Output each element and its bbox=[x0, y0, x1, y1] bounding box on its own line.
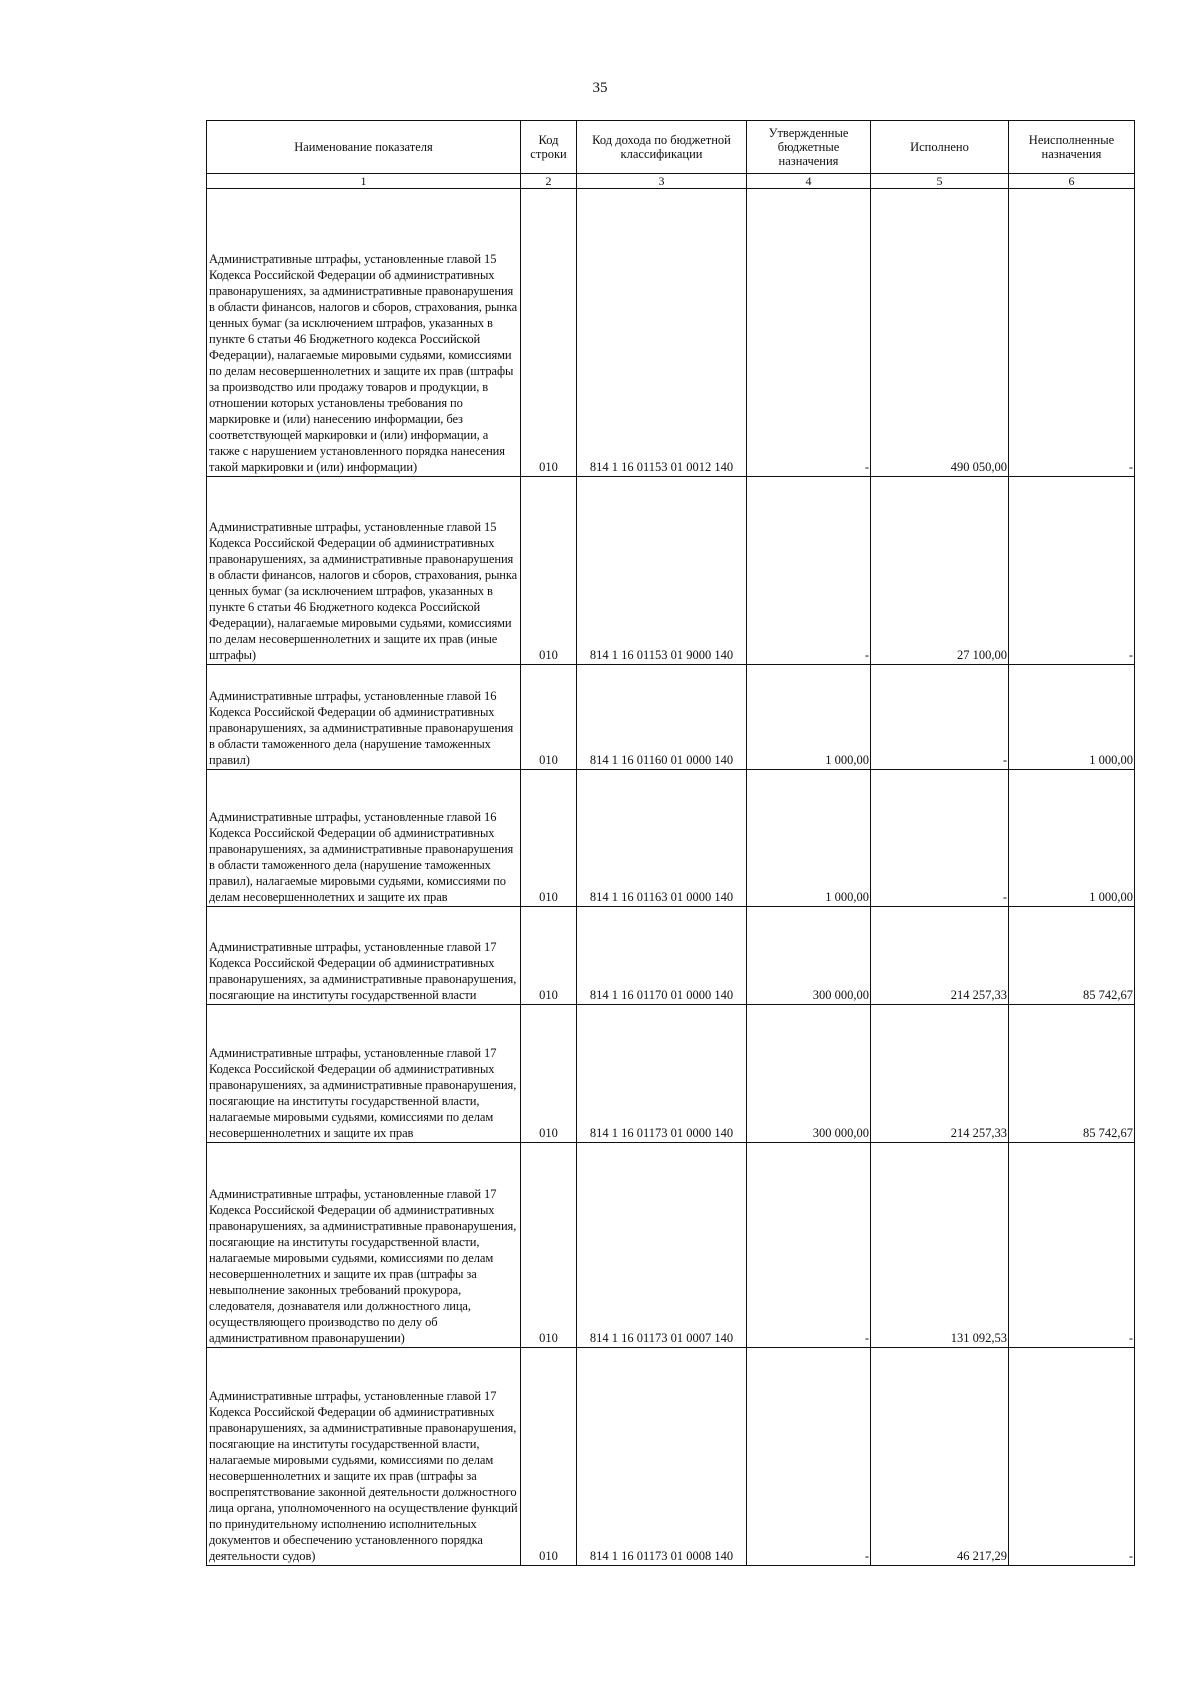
table-row bbox=[207, 1348, 1135, 1566]
table-row bbox=[207, 770, 1135, 907]
executed-value: 46 217,29 bbox=[871, 1348, 1009, 1566]
unexecuted-value: 1 000,00 bbox=[1009, 770, 1135, 907]
table-row bbox=[207, 477, 1135, 665]
indicator-name: Административные штрафы, установленные главой 15 Кодекса Российской Федерации об административных правонарушениях, за административные правонарушения в области финансов, налогов и сборов, страхования, рынка ценных бумаг (за исключением штрафов, указанных в пункте 6 статьи 46 Бюджетного кодекса Российской Федерации), налагаемые мировыми судьями, комиссиями по делам несовершеннолетних и защите их прав (штрафы за производство или продажу товаров и продукции, в отношении которых установлены требования по маркировке и (или) нанесению информации, без соответствующей маркировки и (или) информации, а также с нарушением установленного порядка нанесения такой маркировки и (или) информации) bbox=[207, 189, 521, 477]
budget-classification-code: 814 1 16 01153 01 9000 140 bbox=[577, 477, 747, 665]
indicator-name: Административные штрафы, установленные главой 16 Кодекса Российской Федерации об административных правонарушениях, за административные правонарушения в области таможенного дела (нарушение таможенных правил) bbox=[207, 665, 521, 770]
unexecuted-value: - bbox=[1009, 477, 1135, 665]
indicator-name: Административные штрафы, установленные главой 17 Кодекса Российской Федерации об административных правонарушениях, за административные правонарушения, посягающие на институты государственной власти bbox=[207, 907, 521, 1005]
unexecuted-value: - bbox=[1009, 1143, 1135, 1348]
line-code: 010 bbox=[521, 1143, 577, 1348]
table-row bbox=[207, 1005, 1135, 1143]
line-code: 010 bbox=[521, 770, 577, 907]
budget-classification-code: 814 1 16 01153 01 0012 140 bbox=[577, 189, 747, 477]
unexecuted-value: - bbox=[1009, 1348, 1135, 1566]
header-executed: Исполнено bbox=[871, 121, 1009, 174]
column-number: 5 bbox=[871, 174, 1009, 189]
page-number: 35 bbox=[592, 80, 608, 96]
budget-classification-code: 814 1 16 01173 01 0007 140 bbox=[577, 1143, 747, 1348]
column-number: 4 bbox=[747, 174, 871, 189]
approved-value: - bbox=[747, 477, 871, 665]
table-header-row bbox=[207, 121, 1135, 174]
line-code: 010 bbox=[521, 1348, 577, 1566]
indicator-name: Административные штрафы, установленные главой 15 Кодекса Российской Федерации об административных правонарушениях, за административные правонарушения в области финансов, налогов и сборов, страхования, рынка ценных бумаг (за исключением штрафов, указанных в пункте 6 статьи 46 Бюджетного кодекса Российской Федерации), налагаемые мировыми судьями, комиссиями по делам несовершеннолетних и защите их прав (иные штрафы) bbox=[207, 477, 521, 665]
approved-value: 1 000,00 bbox=[747, 770, 871, 907]
approved-value: - bbox=[747, 1143, 871, 1348]
table-row bbox=[207, 907, 1135, 1005]
indicator-name: Административные штрафы, установленные главой 17 Кодекса Российской Федерации об административных правонарушениях, за административные правонарушения, посягающие на институты государственной власти, налагаемые мировыми судьями, комиссиями по делам несовершеннолетних и защите их прав bbox=[207, 1005, 521, 1143]
header-indicator-name: Наименование показателя bbox=[207, 121, 521, 174]
column-number: 6 bbox=[1009, 174, 1135, 189]
indicator-name: Административные штрафы, установленные главой 17 Кодекса Российской Федерации об административных правонарушениях, за административные правонарушения, посягающие на институты государственной власти, налагаемые мировыми судьями, комиссиями по делам несовершеннолетних и защите их прав (штрафы за невыполнение законных требований прокурора, следователя, дознавателя или должностного лица, осуществляющего производство по делу об административном правонарушении) bbox=[207, 1143, 521, 1348]
budget-classification-code: 814 1 16 01160 01 0000 140 bbox=[577, 665, 747, 770]
executed-value: 490 050,00 bbox=[871, 189, 1009, 477]
column-number: 1 bbox=[207, 174, 521, 189]
budget-execution-table bbox=[206, 120, 1135, 1566]
indicator-name: Административные штрафы, установленные главой 17 Кодекса Российской Федерации об административных правонарушениях, за административные правонарушения, посягающие на институты государственной власти, налагаемые мировыми судьями, комиссиями по делам несовершеннолетних и защите их прав (штрафы за воспрепятствование законной деятельности должностного лица органа, уполномоченного на осуществление функций по принудительному исполнению исполнительных документов и обеспечению установленного порядка деятельности судов) bbox=[207, 1348, 521, 1566]
budget-classification-code: 814 1 16 01170 01 0000 140 bbox=[577, 907, 747, 1005]
column-number: 2 bbox=[521, 174, 577, 189]
header-approved-assignments: Утвержденные бюджетные назначения bbox=[747, 121, 871, 174]
column-number: 3 bbox=[577, 174, 747, 189]
line-code: 010 bbox=[521, 907, 577, 1005]
unexecuted-value: 85 742,67 bbox=[1009, 907, 1135, 1005]
executed-value: - bbox=[871, 665, 1009, 770]
unexecuted-value: 85 742,67 bbox=[1009, 1005, 1135, 1143]
header-line-code: Код строки bbox=[521, 121, 577, 174]
executed-value: 27 100,00 bbox=[871, 477, 1009, 665]
header-budget-classification-code: Код дохода по бюджетной классификации bbox=[577, 121, 747, 174]
line-code: 010 bbox=[521, 665, 577, 770]
budget-classification-code: 814 1 16 01163 01 0000 140 bbox=[577, 770, 747, 907]
header-unexecuted-assignments: Неисполненные назначения bbox=[1009, 121, 1135, 174]
executed-value: 131 092,53 bbox=[871, 1143, 1009, 1348]
approved-value: 300 000,00 bbox=[747, 907, 871, 1005]
approved-value: - bbox=[747, 189, 871, 477]
indicator-name: Административные штрафы, установленные главой 16 Кодекса Российской Федерации об административных правонарушениях, за административные правонарушения в области таможенного дела (нарушение таможенных правил), налагаемые мировыми судьями, комиссиями по делам несовершеннолетних и защите их прав bbox=[207, 770, 521, 907]
approved-value: - bbox=[747, 1348, 871, 1566]
line-code: 010 bbox=[521, 1005, 577, 1143]
unexecuted-value: - bbox=[1009, 189, 1135, 477]
approved-value: 300 000,00 bbox=[747, 1005, 871, 1143]
line-code: 010 bbox=[521, 477, 577, 665]
approved-value: 1 000,00 bbox=[747, 665, 871, 770]
budget-classification-code: 814 1 16 01173 01 0008 140 bbox=[577, 1348, 747, 1566]
executed-value: - bbox=[871, 770, 1009, 907]
unexecuted-value: 1 000,00 bbox=[1009, 665, 1135, 770]
line-code: 010 bbox=[521, 189, 577, 477]
table-row bbox=[207, 189, 1135, 477]
table-row bbox=[207, 1143, 1135, 1348]
column-number-row bbox=[207, 174, 1135, 189]
executed-value: 214 257,33 bbox=[871, 1005, 1009, 1143]
budget-classification-code: 814 1 16 01173 01 0000 140 bbox=[577, 1005, 747, 1143]
table-row bbox=[207, 665, 1135, 770]
executed-value: 214 257,33 bbox=[871, 907, 1009, 1005]
